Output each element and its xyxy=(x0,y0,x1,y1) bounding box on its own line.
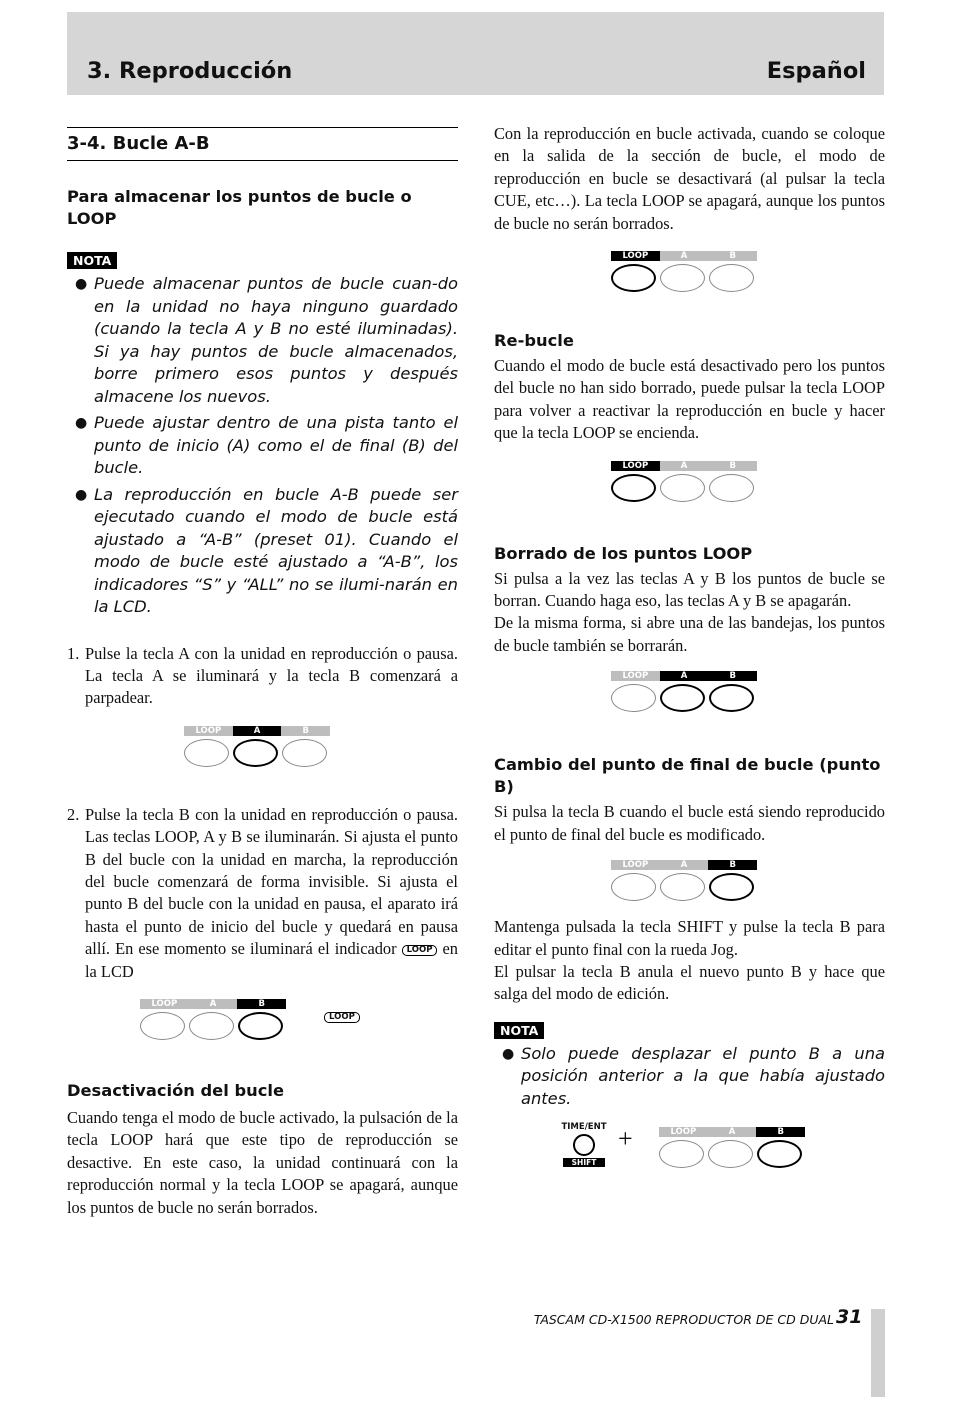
a-key xyxy=(189,1012,234,1040)
b-key xyxy=(709,684,754,712)
bullet-icon: ● xyxy=(75,486,88,503)
bullet-icon: ● xyxy=(75,415,88,431)
chapter-title: 3. Reproducción xyxy=(87,58,293,84)
a-key-label: A xyxy=(660,860,709,870)
loop-key xyxy=(611,264,656,292)
b-key xyxy=(238,1012,283,1040)
a-key-label: A xyxy=(660,251,709,261)
step-2: 2. Pulse la tecla B con la unidad en reproducción o pausa. Las teclas LOOP, A y B se iluminarán. Si ajusta el punto B del bucle con la unidad en marcha, la reproducción del bucle comenzará de forma invisible. Si ajusta el punto B del bucle con la unidad en pausa, el aparato irá hasta el punto de inicio del bucle y quedará en pausa allí. En ese momento se iluminará el indicador LOOP en la LCD xyxy=(67,804,458,981)
store-heading: Para almacenar los puntos de bucle o LOOP xyxy=(67,187,412,228)
shift-text-2: El pulsar la tecla B anula el nuevo punto B y hace que salga del modo de edición. xyxy=(494,961,885,1004)
a-key-label: A xyxy=(660,461,709,471)
plus-sign: + xyxy=(618,1124,633,1154)
nota-label: NOTA xyxy=(494,1022,544,1039)
b-key xyxy=(709,873,754,901)
note-item: ● Solo puede desplazar el punto B a una posición anterior a la que había ajustado antes. xyxy=(502,1043,885,1108)
note-item: ● Puede ajustar dentro de una pista tanto el punto de inicio (A) como el de final (B) del bucle. xyxy=(75,413,458,477)
time-ent-button xyxy=(573,1134,595,1156)
loop-key xyxy=(184,739,229,767)
loop-key-label: LOOP xyxy=(140,999,189,1009)
loop-key xyxy=(611,684,656,712)
page-header xyxy=(67,12,884,95)
key-diagram-b xyxy=(611,860,761,912)
key-diagram-b xyxy=(659,1127,809,1179)
bullet-icon: ● xyxy=(75,276,88,292)
key-diagram-a xyxy=(184,726,334,778)
key-diagram-loop xyxy=(611,251,761,303)
loop-key xyxy=(611,474,656,502)
loop-key-label: LOOP xyxy=(611,251,660,261)
loop-indicator-icon: LOOP xyxy=(324,1012,360,1023)
note-item: ● La reproducción en bucle A-B puede ser ejecutado cuando el modo de bucle está ajustado a “A-B” (preset 01). Cuando el modo de bucle esté ajustado a “A-B”, los indicadores “S” y “ALL” no se ilumi-narán en la LCD. xyxy=(75,484,458,616)
bullet-icon: ● xyxy=(502,1045,515,1062)
a-key-label: A xyxy=(708,1127,757,1137)
loop-indicator-icon: LOOP xyxy=(402,945,438,956)
loop-key xyxy=(140,1012,185,1040)
a-key xyxy=(708,1140,753,1168)
borrado-heading: Borrado de los puntos LOOP xyxy=(494,543,753,563)
shift-label: SHIFT xyxy=(563,1158,605,1167)
nota-label: NOTA xyxy=(67,252,117,269)
key-diagram-a-b xyxy=(611,671,761,723)
borrado-text-1: Si pulsa a la vez las teclas A y B los puntos de bucle se borran. Cuando haga eso, las teclas A y B se apagarán. xyxy=(494,568,885,611)
key-diagram-loop xyxy=(611,461,761,513)
intro-text: Con la reproducción en bucle activada, cuando se coloque en la salida de la sección de bucle, el modo de reproducción en bucle se desactivará (al pulsar la tecla CUE, etc…). La tecla LOOP se apagará, aunque los puntos de bucle no serán borrados. xyxy=(494,124,885,233)
b-key xyxy=(709,474,754,502)
borrado-text-2: De la misma forma, si abre una de las bandejas, los puntos de bucle también se borrarán. xyxy=(494,613,885,655)
loop-key xyxy=(611,873,656,901)
b-key-label: B xyxy=(708,671,757,681)
shift-b-diagram xyxy=(494,1120,885,1180)
time-ent-key: TIME/ENT SHIFT xyxy=(561,1122,607,1168)
key-diagram-loop-a-b xyxy=(140,999,290,1051)
loop-key-label: LOOP xyxy=(611,461,660,471)
b-key xyxy=(282,739,327,767)
left-column xyxy=(67,127,458,1219)
loop-key-label: LOOP xyxy=(659,1127,708,1137)
cambio-text: Si pulsa la tecla B cuando el bucle está siendo reproducido el punto de final del bucle es modificado. xyxy=(494,802,885,844)
b-key-label: B xyxy=(708,860,757,870)
b-key-label: B xyxy=(281,726,330,736)
section-title: 3-4. Bucle A-B xyxy=(67,127,458,161)
deactivation-text: Cuando tenga el modo de bucle activado, la pulsación de la tecla LOOP hará que este tipo de reproducción se desactive. En este caso, la unidad continuará con la reproducción normal y la tecla LOOP se apagará, aunque los puntos de bucle no serán borrados. xyxy=(67,1107,458,1217)
rebucle-text: Cuando el modo de bucle está desactivado pero los puntos del bucle no han sido borrado, puede pulsar la tecla LOOP para volver a reactivar la reproducción en bucle y hacer que la tecla LOOP se encienda. xyxy=(494,356,885,443)
language-label: Español xyxy=(766,58,866,84)
a-key-label: A xyxy=(233,726,282,736)
rebucle-heading: Re-bucle xyxy=(494,331,574,351)
a-key xyxy=(233,739,278,767)
a-key xyxy=(660,873,705,901)
b-key-label: B xyxy=(756,1127,805,1137)
step-1: 1. Pulse la tecla A con la unidad en reproducción o pausa. La tecla A se iluminará y la tecla B comenzará a parpadear. xyxy=(67,643,458,708)
deactivation-heading: Desactivación del bucle xyxy=(67,1080,284,1100)
note-list xyxy=(67,273,458,619)
page-number: 31 xyxy=(836,1306,863,1328)
b-key-label: B xyxy=(708,251,757,261)
loop-key xyxy=(659,1140,704,1168)
right-column xyxy=(494,123,885,1180)
a-key-label: A xyxy=(189,999,238,1009)
a-key xyxy=(660,684,705,712)
loop-key-label: LOOP xyxy=(611,860,660,870)
a-key-label: A xyxy=(660,671,709,681)
a-key xyxy=(660,264,705,292)
a-key xyxy=(660,474,705,502)
b-key-label: B xyxy=(237,999,286,1009)
b-key xyxy=(709,264,754,292)
loop-key-label: LOOP xyxy=(184,726,233,736)
footer-tab-bar xyxy=(871,1309,885,1397)
b-key xyxy=(757,1140,802,1168)
shift-text-1: Mantenga pulsada la tecla SHIFT y pulse la tecla B para editar el punto final con la rueda Jog. xyxy=(494,917,885,959)
loop-key-label: LOOP xyxy=(611,671,660,681)
note-item: ● Puede almacenar puntos de bucle cuan-do en la unidad no haya ninguno guardado (cuando la tecla A y B no esté iluminadas). Si ya hay puntos de bucle almacenados, borre primero esos puntos y después almacene los nuevos. xyxy=(75,274,458,406)
note-list xyxy=(494,1043,885,1111)
footer-product: TASCAM CD-X1500 REPRODUCTOR DE CD DUAL xyxy=(533,1312,834,1327)
cambio-heading: Cambio del punto de final de bucle (punto B) xyxy=(494,755,881,797)
b-key-label: B xyxy=(708,461,757,471)
